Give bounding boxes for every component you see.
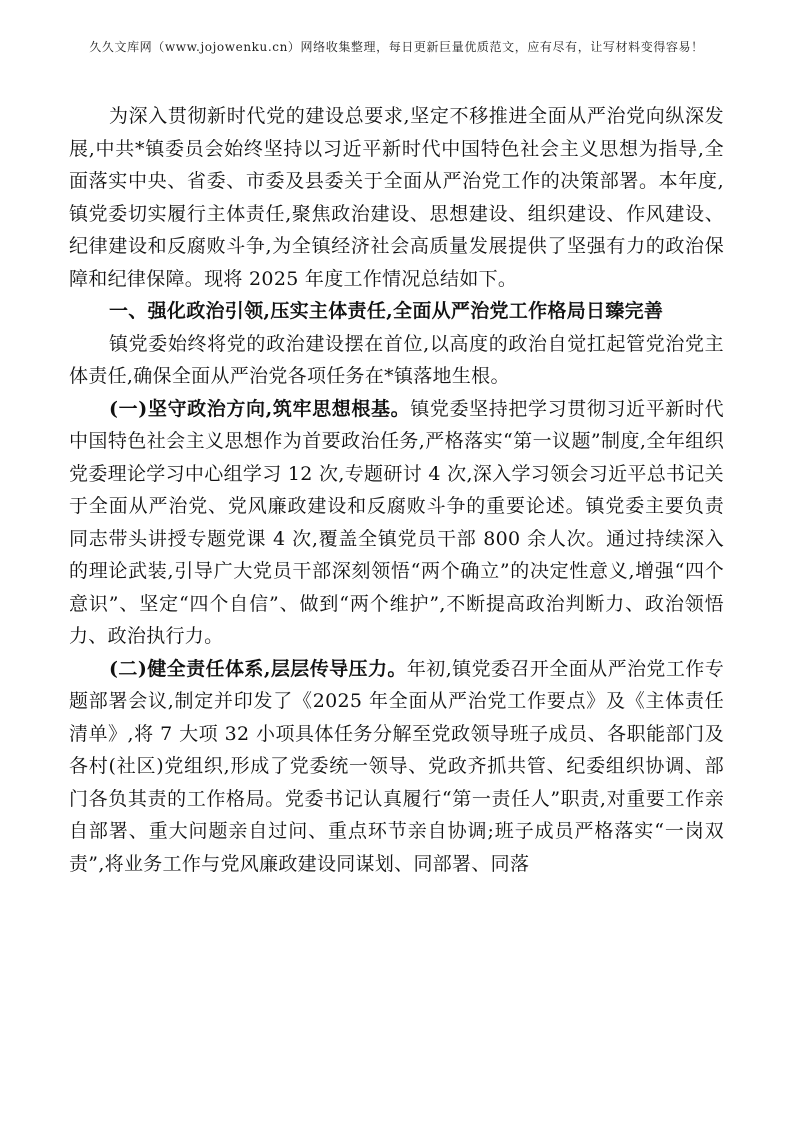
item-2-text: 年初,镇党委召开全面从严治党工作专题部署会议,制定并印发了《2025 年全面从严治党工作要点》及《主体责任清单》,将 7 大项 32 小项具体任务分解至党政领导班子成员、各职能部门及各村(社区)党组织,形成了党委统一领导、党政齐抓共管、纪委组织协调、部门各负其责的工作格局。党委书记认真履行“第一责任人”职责,对重要工作亲自部署、重大问题亲自过问、重点环节亲自协调;班子成员严格落实“一岗双责”,将业务工作与党风廉政建设同谋划、同部署、同落 — [69, 657, 724, 875]
section-heading-1: 一、强化政治引领,压实主体责任,全面从严治党工作格局日臻完善 — [109, 300, 664, 322]
item-1-lead: (一)坚守政治方向,筑牢思想根基。 — [109, 397, 411, 420]
section-1-intro-paragraph: 镇党委始终将党的政治建设摆在首位,以高度的政治自觉扛起管党治党主体责任,确保全面从严治党各项任务在*镇落地生根。 — [69, 332, 724, 387]
item-1-text: 镇党委坚持把学习贯彻习近平新时代中国特色社会主义思想作为首要政治任务,严格落实“第一议题”制度,全年组织党委理论学习中心组学习 12 次,专题研讨 4 次,深入学习领会习近平总书记关于全面从严治党、党风廉政建设和反腐败斗争的重要论述。镇党委主要负责同志带头讲授专题党课 4 次,覆盖全镇党员干部 800 余人次。通过持续深入的理论武装,引导广大党员干部深刻领悟“两个确立”的决定性意义,增强“四个意识”、坚定“四个自信”、做到“两个维护”,不断提高政治判断力、政治领悟力、政治执行力。 — [69, 397, 724, 647]
page-header: 久久文库网（www.jojowenku.cn）网络收集整理，每日更新巨量优质范文，应有尽有，让写材料变得容易！ — [89, 40, 704, 54]
document-body — [69, 100, 724, 880]
item-2-lead: (二)健全责任体系,层层传导压力。 — [109, 657, 407, 680]
item-2-paragraph — [69, 653, 724, 881]
intro-paragraph: 为深入贯彻新时代党的建设总要求,坚定不移推进全面从严治党向纵深发展,中共*镇委员会始终坚持以习近平新时代中国特色社会主义思想为指导,全面落实中央、省委、市委及县委关于全面从严治党工作的决策部署。本年度,镇党委切实履行主体责任,聚焦政治建设、思想建设、组织建设、作风建设、纪律建设和反腐败斗争,为全镇经济社会高质量发展提供了坚强有力的政治保障和纪律保障。现将 2025 年度工作情况总结如下。 — [69, 105, 724, 290]
item-1-paragraph — [69, 393, 724, 653]
